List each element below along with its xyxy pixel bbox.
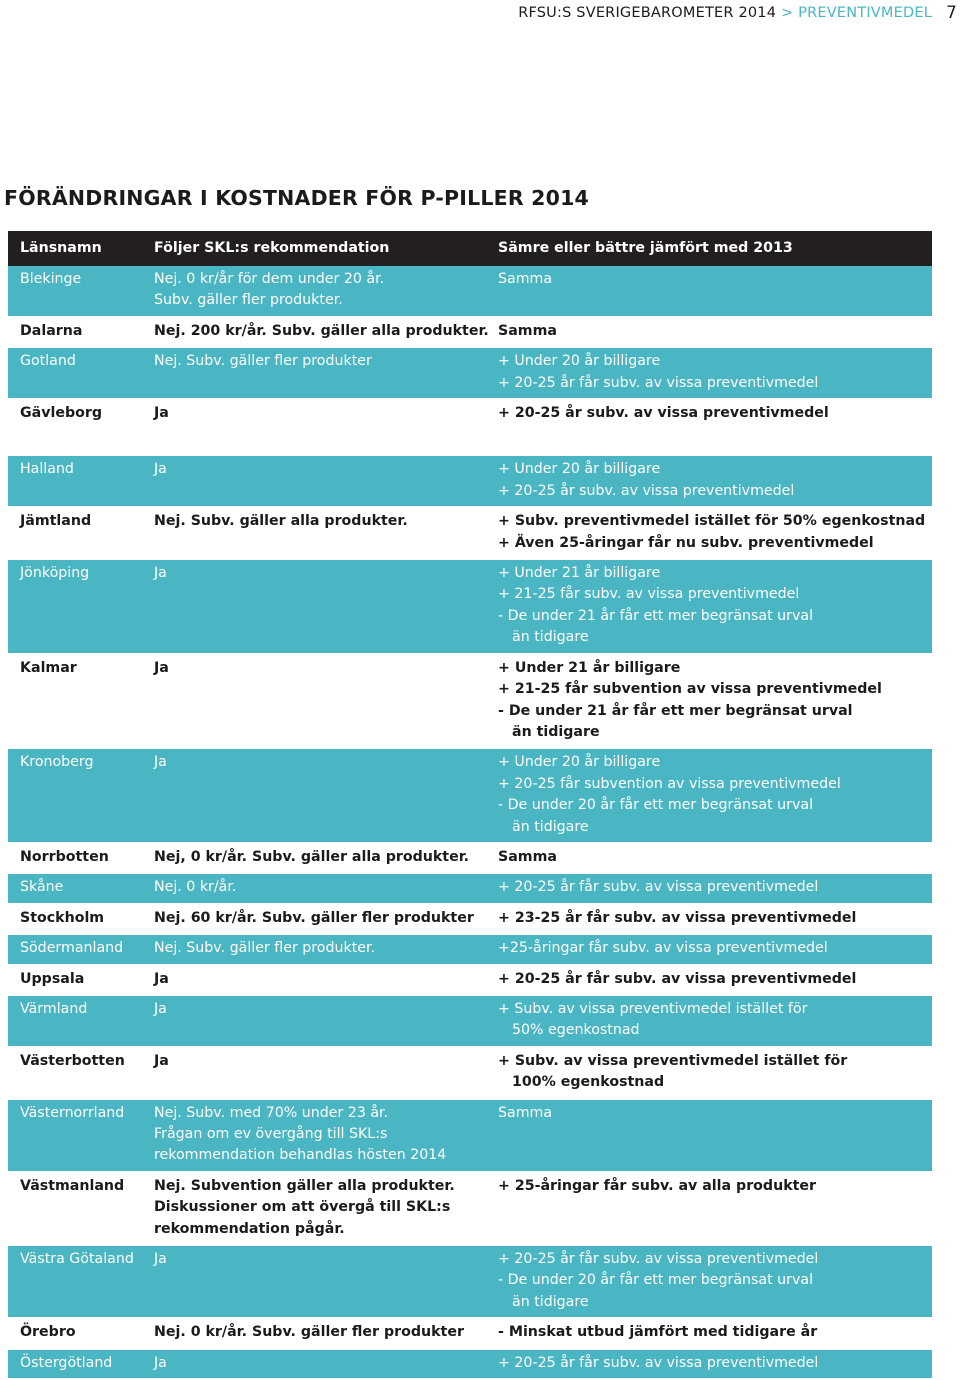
county-cell bbox=[8, 748, 154, 843]
skl-line: Ja bbox=[154, 1000, 167, 1017]
county-name: Västra Götaland bbox=[20, 1251, 134, 1268]
skl-line: Ja bbox=[154, 659, 169, 676]
county-name: Örebro bbox=[20, 1324, 76, 1341]
skl-cell bbox=[154, 904, 498, 934]
change-cell bbox=[498, 399, 932, 429]
skl-line: Nej. 200 kr/år. Subv. gäller alla produkter. bbox=[154, 322, 489, 339]
change-line: än tidigare bbox=[512, 1293, 589, 1310]
county-cell bbox=[8, 399, 154, 429]
change-line: än tidigare bbox=[512, 723, 600, 740]
table-row bbox=[8, 654, 932, 749]
county-cell bbox=[8, 965, 154, 995]
county-cell bbox=[8, 317, 154, 347]
change-cell bbox=[498, 904, 932, 934]
county-cell bbox=[8, 1099, 154, 1172]
county-cell bbox=[8, 1245, 154, 1318]
county-cell bbox=[8, 456, 154, 507]
change-cell bbox=[498, 266, 932, 317]
publication-name: RFSU:S SVERIGEBAROMETER 2014 bbox=[518, 5, 777, 21]
table-row bbox=[8, 266, 932, 317]
change-cell bbox=[498, 559, 932, 654]
county-cell bbox=[8, 934, 154, 964]
skl-cell bbox=[154, 654, 498, 749]
county-cell bbox=[8, 1349, 154, 1379]
change-line: + 21-25 får subv. av vissa preventivmedel bbox=[498, 586, 800, 603]
county-name: Jämtland bbox=[20, 513, 92, 530]
change-line: Samma bbox=[498, 271, 553, 287]
county-name: Skåne bbox=[20, 879, 64, 896]
change-line: - De under 21 år får ett mer begränsat urval bbox=[498, 702, 853, 719]
change-line: + 20-25 år får subv. av vissa preventivmedel bbox=[498, 970, 857, 987]
skl-cell bbox=[154, 347, 498, 399]
change-line: + Subv. av vissa preventivmedel istället för bbox=[498, 1000, 808, 1017]
breadcrumb bbox=[518, 5, 932, 21]
change-line: + 23-25 år får subv. av vissa preventivmedel bbox=[498, 909, 857, 926]
skl-line: Ja bbox=[154, 1052, 169, 1069]
table-row bbox=[8, 399, 932, 429]
skl-line: Nej. 60 kr/år. Subv. gäller fler produkter bbox=[154, 909, 474, 926]
breadcrumb-separator: > bbox=[780, 5, 794, 21]
county-cell bbox=[8, 843, 154, 873]
change-line: + Under 20 år billigare bbox=[498, 461, 661, 478]
change-cell bbox=[498, 748, 932, 843]
skl-cell bbox=[154, 1349, 498, 1379]
county-name: Västmanland bbox=[20, 1177, 125, 1194]
change-line: + Subv. preventivmedel istället för 50% egenkostnad bbox=[498, 513, 926, 530]
change-line: + 20-25 år får subv. av vissa preventivmedel bbox=[498, 879, 819, 896]
skl-cell bbox=[154, 559, 498, 654]
change-line: + Under 20 år billigare bbox=[498, 754, 661, 771]
table-row bbox=[8, 748, 932, 843]
county-name: Västerbotten bbox=[20, 1052, 125, 1069]
table-row bbox=[8, 317, 932, 347]
county-name: Blekinge bbox=[20, 271, 82, 287]
change-line: + 20-25 år får subv. av vissa preventivmedel bbox=[498, 374, 819, 391]
skl-line: Ja bbox=[154, 754, 167, 771]
change-cell bbox=[498, 1172, 932, 1245]
change-line: + 20-25 år får subv. av vissa preventivmedel bbox=[498, 1354, 819, 1371]
change-line: + Under 21 år billigare bbox=[498, 565, 661, 582]
change-line: +25-åringar får subv. av vissa preventivmedel bbox=[498, 940, 828, 957]
change-cell bbox=[498, 1318, 932, 1348]
skl-line: Ja bbox=[154, 1251, 167, 1268]
change-cell bbox=[498, 347, 932, 399]
county-cell bbox=[8, 266, 154, 317]
table-row bbox=[8, 1047, 932, 1099]
county-cell bbox=[8, 654, 154, 749]
change-cell bbox=[498, 965, 932, 995]
change-line: 100% egenkostnad bbox=[512, 1074, 665, 1091]
change-line: + 20-25 år får subv. av vissa preventivmedel bbox=[498, 1251, 819, 1268]
table-body bbox=[8, 266, 932, 1379]
county-name: Dalarna bbox=[20, 322, 83, 339]
change-line: - Minskat utbud jämfört med tidigare år bbox=[498, 1324, 818, 1341]
skl-cell bbox=[154, 934, 498, 964]
skl-line: Ja bbox=[154, 461, 167, 478]
column-header-skl: Följer SKL:s rekommendation bbox=[154, 231, 498, 266]
table-row bbox=[8, 965, 932, 995]
county-name: Halland bbox=[20, 461, 74, 478]
change-line: 50% egenkostnad bbox=[512, 1022, 640, 1039]
skl-line: Nej. 0 kr/år. Subv. gäller fler produkter bbox=[154, 1324, 464, 1341]
skl-cell bbox=[154, 456, 498, 507]
county-name: Västernorrland bbox=[20, 1104, 125, 1121]
county-name: Kronoberg bbox=[20, 754, 94, 771]
table-row bbox=[8, 843, 932, 873]
change-line: - De under 20 år får ett mer begränsat urval bbox=[498, 1272, 814, 1289]
change-line: Samma bbox=[498, 322, 557, 339]
skl-line: Subv. gäller fler produkter. bbox=[154, 292, 343, 309]
change-cell bbox=[498, 1099, 932, 1172]
running-head bbox=[0, 5, 960, 25]
county-name: Stockholm bbox=[20, 909, 105, 926]
change-line: än tidigare bbox=[512, 629, 589, 646]
skl-line: Nej. 0 kr/år. bbox=[154, 879, 237, 896]
table-row bbox=[8, 1099, 932, 1172]
change-line: än tidigare bbox=[512, 818, 589, 835]
county-name: Gävleborg bbox=[20, 405, 103, 422]
skl-cell bbox=[154, 873, 498, 903]
county-name: Jönköping bbox=[20, 565, 90, 582]
change-cell bbox=[498, 873, 932, 903]
table-row bbox=[8, 1318, 932, 1348]
county-cell bbox=[8, 1172, 154, 1245]
table-row bbox=[8, 559, 932, 654]
county-name: Norrbotten bbox=[20, 848, 109, 865]
skl-cell bbox=[154, 399, 498, 429]
county-cell bbox=[8, 1047, 154, 1099]
row-spacer bbox=[8, 429, 932, 456]
change-line: - De under 20 år får ett mer begränsat urval bbox=[498, 797, 814, 814]
change-line: + 20-25 får subvention av vissa preventivmedel bbox=[498, 775, 841, 792]
change-cell bbox=[498, 507, 932, 559]
skl-cell bbox=[154, 1047, 498, 1099]
skl-cell bbox=[154, 843, 498, 873]
change-cell bbox=[498, 1349, 932, 1379]
change-line: + Subv. av vissa preventivmedel istället för bbox=[498, 1052, 848, 1069]
change-line: + 20-25 år subv. av vissa preventivmedel bbox=[498, 482, 795, 499]
table-row bbox=[8, 873, 932, 903]
table-row bbox=[8, 995, 932, 1047]
county-name: Gotland bbox=[20, 353, 76, 370]
county-cell bbox=[8, 873, 154, 903]
county-cell bbox=[8, 1318, 154, 1348]
cost-change-table bbox=[8, 231, 932, 1380]
skl-line: Frågan om ev övergång till SKL:s bbox=[154, 1126, 388, 1142]
change-line: + 20-25 år subv. av vissa preventivmedel bbox=[498, 405, 829, 422]
skl-cell bbox=[154, 748, 498, 843]
county-cell bbox=[8, 347, 154, 399]
change-line: + Även 25-åringar får nu subv. preventivmedel bbox=[498, 534, 874, 551]
county-name: Södermanland bbox=[20, 940, 124, 957]
page-number: 7 bbox=[946, 3, 957, 22]
change-line: + Under 20 år billigare bbox=[498, 353, 661, 370]
skl-line: rekommendation behandlas hösten 2014 bbox=[154, 1147, 447, 1164]
skl-cell bbox=[154, 1318, 498, 1348]
skl-line: Ja bbox=[154, 405, 169, 422]
table-row bbox=[8, 1349, 932, 1379]
table-row bbox=[8, 934, 932, 964]
county-name: Kalmar bbox=[20, 659, 77, 676]
table-row bbox=[8, 507, 932, 559]
change-cell bbox=[498, 934, 932, 964]
change-cell bbox=[498, 456, 932, 507]
page-title: FÖRÄNDRINGAR I KOSTNADER FÖR P-PILLER 2014 bbox=[4, 186, 589, 210]
table-row bbox=[8, 1245, 932, 1318]
county-cell bbox=[8, 904, 154, 934]
skl-line: Nej. Subv. med 70% under 23 år. bbox=[154, 1104, 389, 1121]
skl-cell bbox=[154, 507, 498, 559]
change-line: + 21-25 får subvention av vissa preventivmedel bbox=[498, 681, 882, 698]
county-name: Värmland bbox=[20, 1000, 88, 1017]
skl-line: Nej. Subv. gäller alla produkter. bbox=[154, 513, 408, 530]
change-line: Samma bbox=[498, 1104, 553, 1121]
county-name: Uppsala bbox=[20, 970, 85, 987]
change-line: + 25-åringar får subv. av alla produkter bbox=[498, 1177, 817, 1194]
change-cell bbox=[498, 654, 932, 749]
county-cell bbox=[8, 995, 154, 1047]
skl-line: Nej, 0 kr/år. Subv. gäller alla produkter. bbox=[154, 848, 470, 865]
skl-cell bbox=[154, 1245, 498, 1318]
skl-cell bbox=[154, 1099, 498, 1172]
skl-line: Diskussioner om att övergå till SKL:s bbox=[154, 1199, 451, 1216]
change-cell bbox=[498, 1047, 932, 1099]
table-row bbox=[8, 347, 932, 399]
county-name: Östergötland bbox=[20, 1354, 113, 1371]
section-name: PREVENTIVMEDEL bbox=[798, 5, 932, 21]
column-header-county: Länsnamn bbox=[8, 231, 154, 266]
change-line: - De under 21 år får ett mer begränsat urval bbox=[498, 607, 814, 624]
skl-cell bbox=[154, 995, 498, 1047]
spacer-cell bbox=[8, 429, 932, 456]
skl-cell bbox=[154, 266, 498, 317]
skl-line: Ja bbox=[154, 565, 167, 582]
table-header-row bbox=[8, 231, 932, 266]
change-cell bbox=[498, 1245, 932, 1318]
table-row bbox=[8, 904, 932, 934]
skl-line: Nej. Subvention gäller alla produkter. bbox=[154, 1177, 455, 1194]
skl-line: Nej. Subv. gäller fler produkter. bbox=[154, 940, 376, 957]
skl-cell bbox=[154, 1172, 498, 1245]
county-cell bbox=[8, 559, 154, 654]
county-cell bbox=[8, 507, 154, 559]
column-header-change: Sämre eller bättre jämfört med 2013 bbox=[498, 231, 932, 266]
skl-line: Nej. Subv. gäller fler produkter bbox=[154, 353, 372, 370]
skl-cell bbox=[154, 965, 498, 995]
change-cell bbox=[498, 317, 932, 347]
table-row bbox=[8, 1172, 932, 1245]
skl-line: Ja bbox=[154, 1354, 167, 1371]
skl-line: Nej. 0 kr/år för dem under 20 år. bbox=[154, 271, 385, 287]
change-cell bbox=[498, 995, 932, 1047]
change-line: Samma bbox=[498, 848, 557, 865]
skl-line: rekommendation pågår. bbox=[154, 1220, 345, 1237]
skl-line: Ja bbox=[154, 970, 169, 987]
skl-cell bbox=[154, 317, 498, 347]
change-cell bbox=[498, 843, 932, 873]
table-row bbox=[8, 456, 932, 507]
change-line: + Under 21 år billigare bbox=[498, 659, 681, 676]
